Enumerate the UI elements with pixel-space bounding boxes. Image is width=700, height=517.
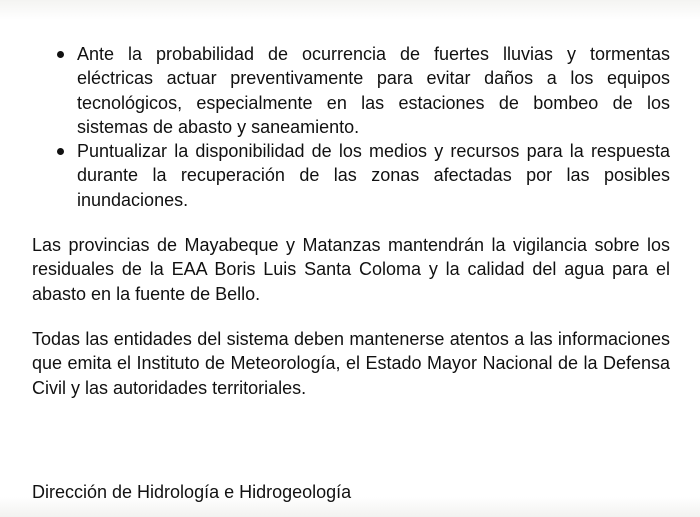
recommendation-list bbox=[56, 42, 670, 212]
bullet-icon bbox=[57, 51, 64, 58]
paragraph-entidades: Todas las entidades del sistema deben mantenerse atentos a las informaciones que emita el Instituto de Meteorología, el Estado Mayor Nacional de la Defensa Civil y las autoridades territoriales. bbox=[32, 329, 670, 398]
signature-line: Dirección de Hidrología e Hidrogeología bbox=[32, 482, 352, 502]
list-item bbox=[56, 42, 670, 139]
bullet-icon bbox=[57, 148, 64, 155]
paragraph-vigilancia: Las provincias de Mayabeque y Matanzas mantendrán la vigilancia sobre los residuales de la EAA Boris Luis Santa Coloma y la calidad del agua para el abasto en la fuente de Bello. bbox=[32, 235, 670, 304]
list-item-text: Puntualizar la disponibilidad de los medios y recursos para la respuesta durante la recuperación de las zonas afectadas por las posibles inundaciones. bbox=[77, 141, 670, 210]
list-item bbox=[56, 139, 670, 212]
list-item-text: Ante la probabilidad de ocurrencia de fuertes lluvias y tormentas eléctricas actuar preventivamente para evitar daños a los equipos tecnológicos, especialmente en las estaciones de bombeo de los sistemas de abasto y saneamiento. bbox=[77, 44, 670, 137]
